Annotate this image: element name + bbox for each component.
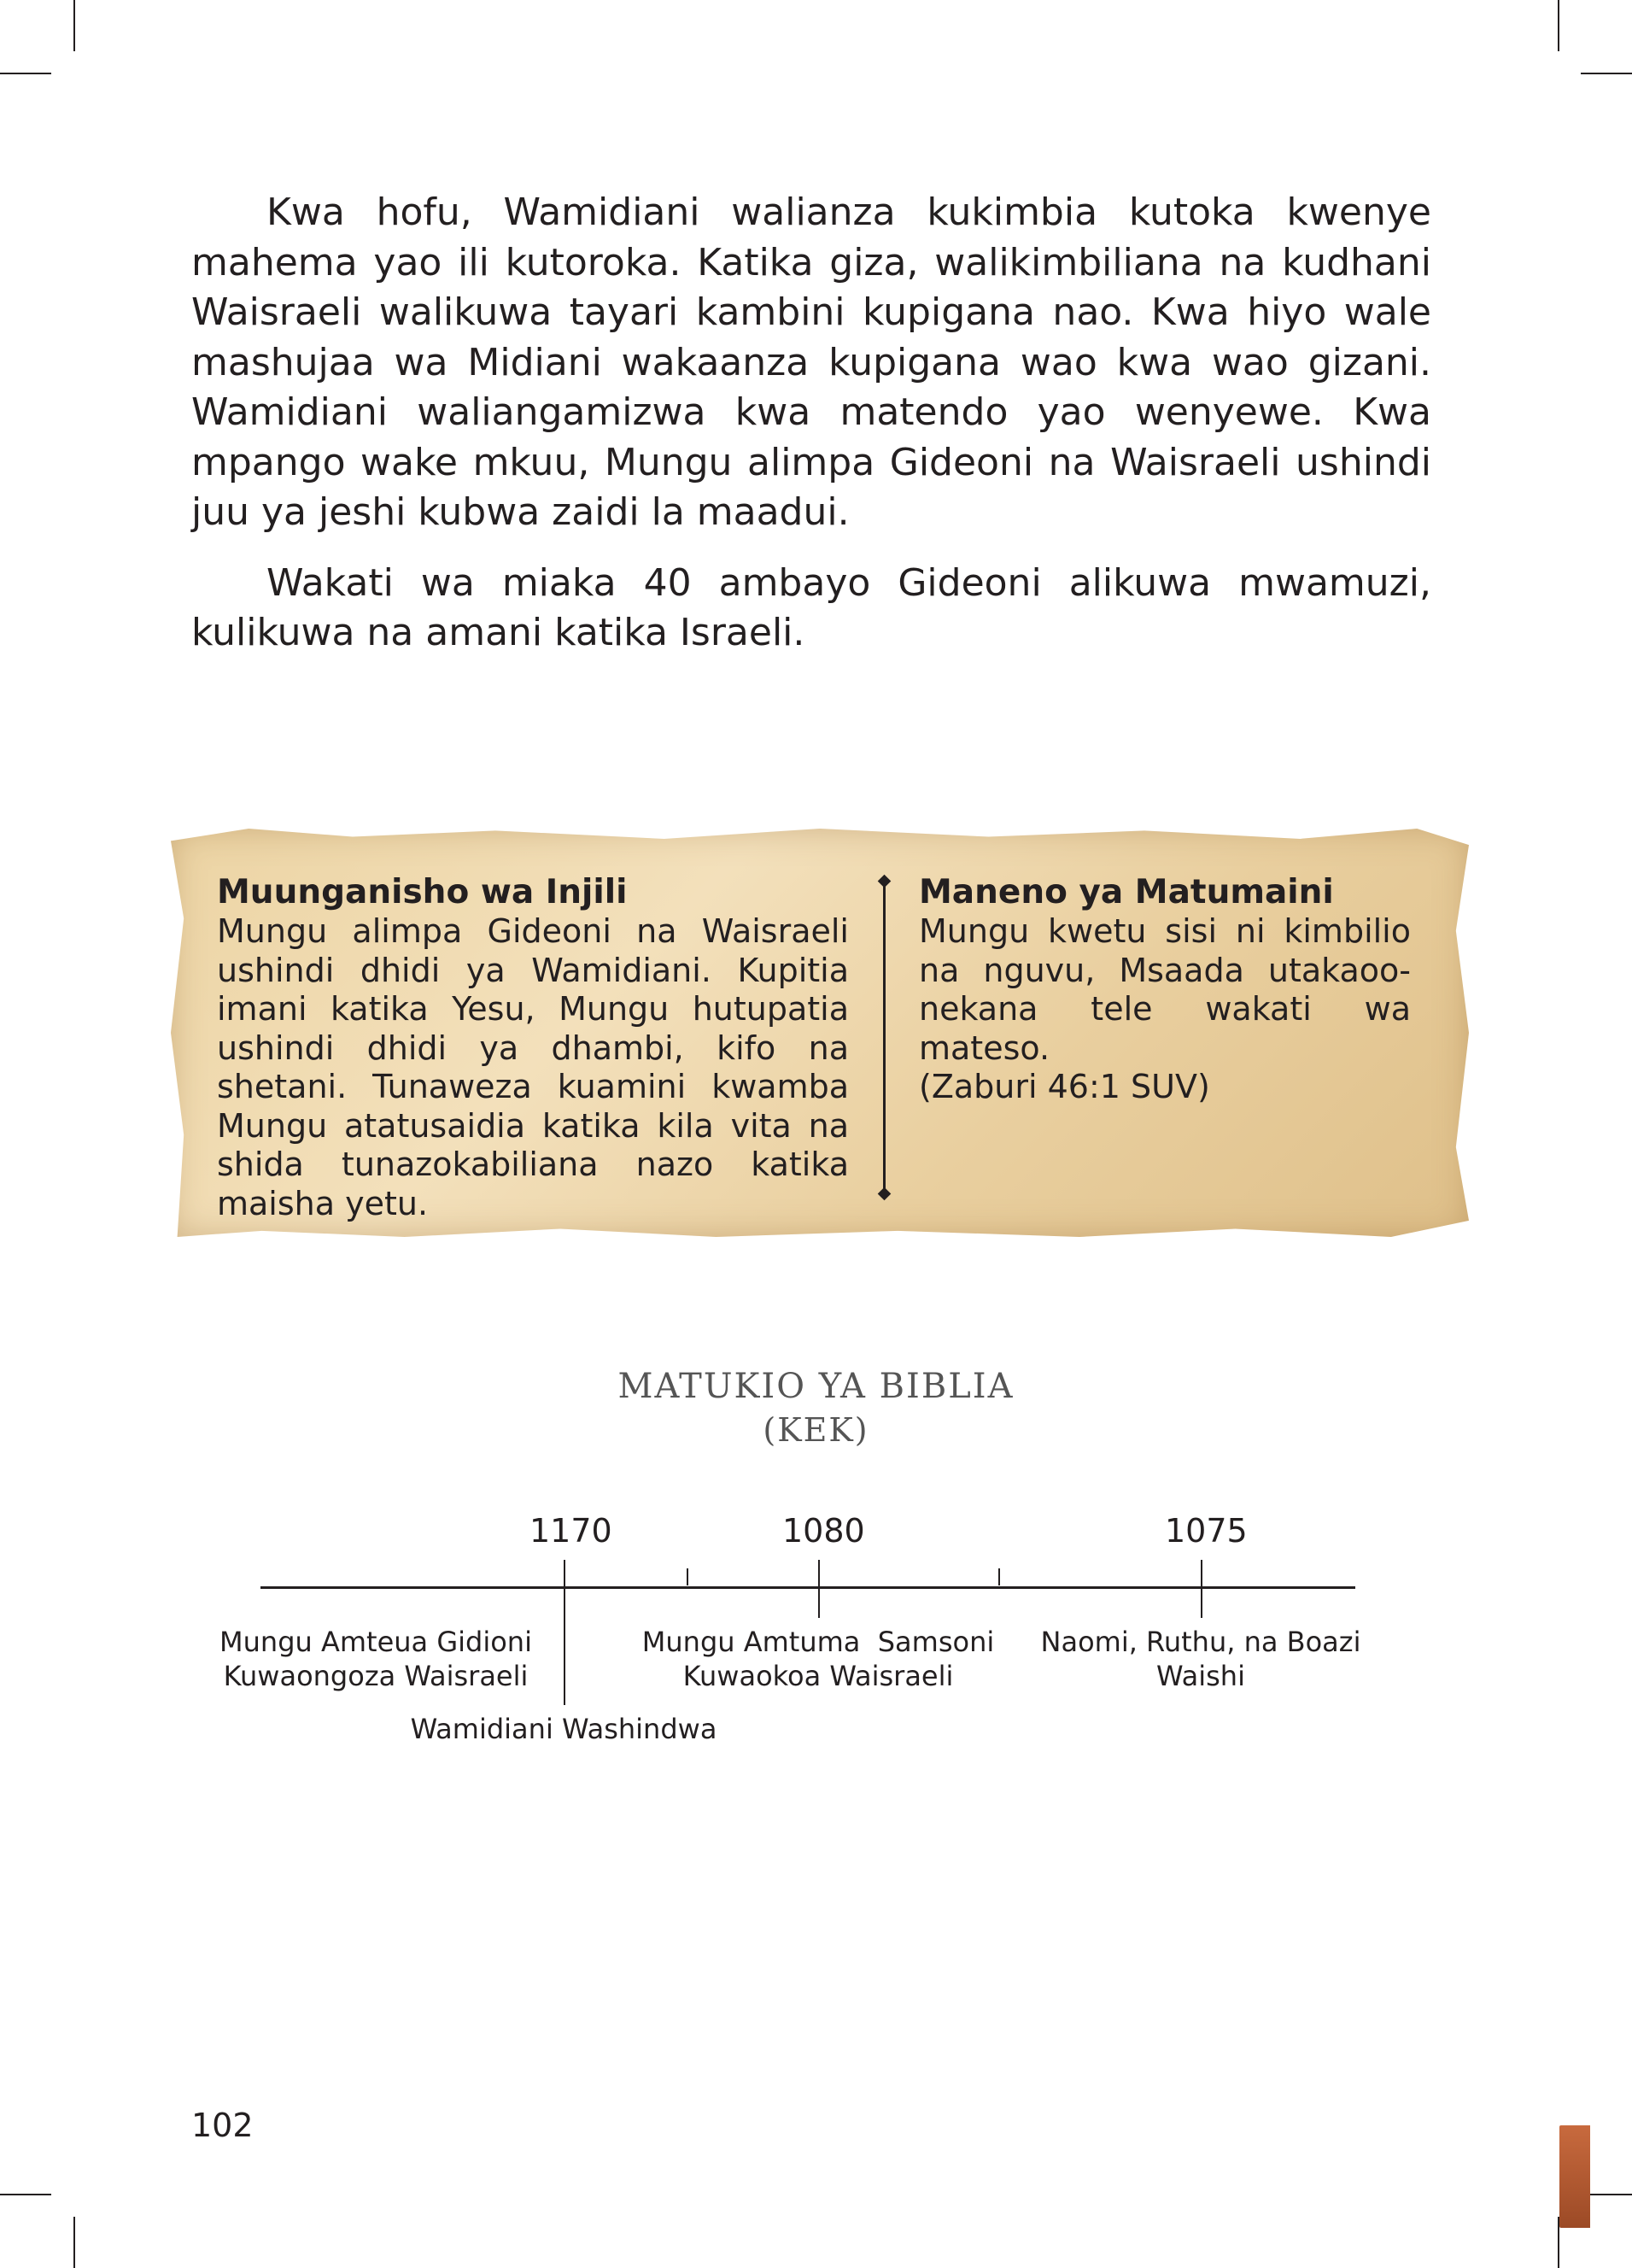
- timeline-year: 1170: [529, 1512, 612, 1550]
- timeline-tick: [564, 1560, 565, 1705]
- timeline-axis: [260, 1586, 1355, 1589]
- crop-mark: [1581, 73, 1632, 74]
- words-of-hope-section: [919, 873, 1411, 1107]
- section-text: Mungu kwetu sisi ni kimbilio na nguvu, Msaada utakaoonekana tele wakati wa mateso.: [919, 912, 1411, 1067]
- timeline-year: 1075: [1165, 1512, 1248, 1550]
- story-text: [191, 188, 1431, 659]
- section-heading: Maneno ya Matumaini: [919, 873, 1334, 911]
- timeline-event: Naomi, Ruthu, na Boazi Waishi: [1040, 1626, 1361, 1692]
- timeline-event: Wamidiani Washindwa: [410, 1713, 717, 1745]
- timeline-tick: [687, 1568, 688, 1585]
- timeline-year: 1080: [782, 1512, 865, 1550]
- crop-mark: [1558, 0, 1559, 51]
- paragraph: Kwa hofu, Wamidiani walianza kukimbia kutoka kwenye mahema yao ili kutoroka. Katika giza, walikimbiliana na kudhani Waisraeli walikuwa tayari kambini kupigana nao. Kwa hiyo wale mashujaa wa Midiani wakaanza kupigana wao kwa wao gizani. Wamidiani waliangamizwa kwa matendo yao wenyewe. Kwa mpango wake mkuu, Mungu alimpa Gideoni na Waisraeli ushindi juu ya jeshi kubwa zaidi la maadui.: [191, 190, 1431, 534]
- column-divider: [883, 885, 886, 1193]
- scripture-reference: (Zaburi 46:1 SUV): [919, 1068, 1210, 1105]
- timeline-event: Mungu Amteua Gidioni Kuwaongoza Waisraeli: [219, 1626, 532, 1692]
- section-heading: Muunganisho wa Injili: [217, 873, 628, 911]
- timeline-tick: [818, 1560, 820, 1618]
- timeline-title: MATUKIO YA BIBLIA: [617, 1367, 1015, 1406]
- paragraph: Wakati wa miaka 40 ambayo Gideoni alikuwa mwamuzi, kulikuwa na amani katika Israeli.: [191, 560, 1431, 654]
- crop-mark: [73, 2217, 75, 2268]
- crop-mark: [0, 73, 51, 74]
- chapter-edge-tab: [1559, 2125, 1590, 2228]
- page-number: 102: [191, 2107, 254, 2144]
- timeline-event: Mungu Amtuma Samsoni Kuwaokoa Waisraeli: [641, 1626, 995, 1692]
- timeline-tick: [998, 1568, 1000, 1585]
- timeline-tick: [1201, 1560, 1202, 1618]
- timeline-subtitle: (KEK): [763, 1411, 869, 1449]
- gospel-connection-section: [217, 873, 849, 1223]
- section-text: Mungu alimpa Gideoni na Waisraeli ushindi dhidi ya Wamidiani. Kupitia imani katika Yesu, Mungu hutupatia ushindi dhidi ya dhambi, kifo na shetani. Tunaweza kuamini kwamba Mungu atatusaidia katika kila vita na shida tunazokabiliana nazo katika maisha yetu.: [217, 912, 849, 1222]
- crop-mark: [73, 0, 75, 51]
- crop-mark: [0, 2194, 51, 2195]
